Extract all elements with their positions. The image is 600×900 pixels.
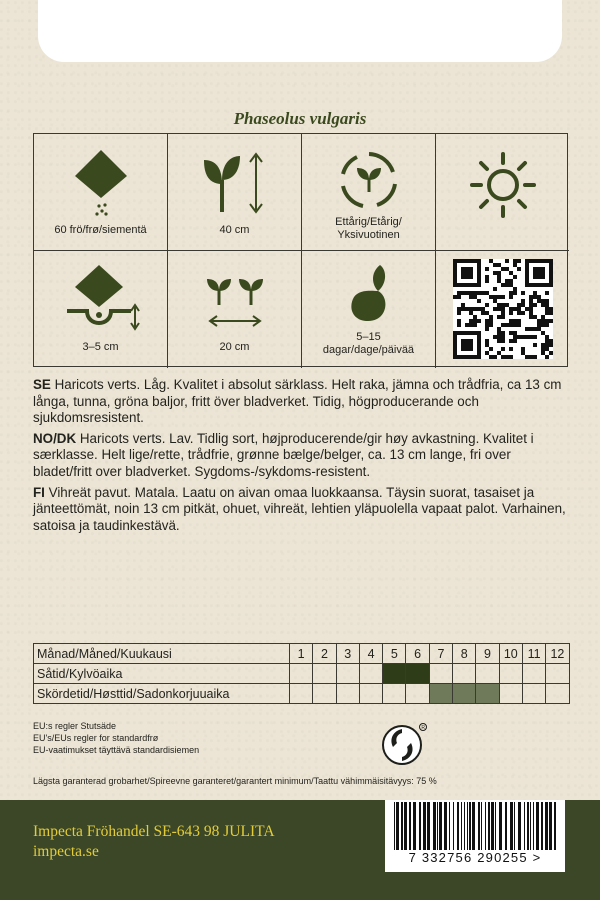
calendar-cell bbox=[336, 684, 359, 704]
cell-seed-count bbox=[34, 134, 168, 251]
calendar-cell bbox=[313, 664, 336, 684]
sowing-depth-icon bbox=[59, 263, 143, 333]
description-nodk bbox=[33, 431, 568, 481]
company-address: Impecta Fröhandel SE-643 98 JULITA bbox=[33, 823, 275, 840]
seed-count-caption: 60 frö/frø/siementä bbox=[54, 224, 147, 236]
description-fi-text: Vihreät pavut. Matala. Laatu on aivan omaa luokkaansa. Täysin suorat, tasaiset ja jänteettömät, noin 13 cm pitkät, ohuet, vihreät, lehtien yläpuolella vapaat palot. Varhainen, satoisa ja taudinkestävä. bbox=[33, 484, 566, 533]
calendar-cell bbox=[499, 664, 522, 684]
calendar-cell bbox=[453, 664, 476, 684]
sowing-month-5 bbox=[383, 664, 406, 684]
plant-spacing-icon bbox=[199, 271, 271, 331]
germination-icon bbox=[344, 261, 394, 325]
company-website[interactable]: impecta.se bbox=[33, 843, 99, 860]
plant-spacing-caption: 20 cm bbox=[219, 341, 250, 353]
lang-code-fi: FI bbox=[33, 484, 45, 500]
calendar-cell bbox=[429, 664, 452, 684]
eu-rule-nodk: EU's/EUs regler for standardfrø bbox=[33, 733, 159, 743]
cell-germination bbox=[302, 251, 436, 368]
cell-annual bbox=[302, 134, 436, 251]
description-se-text: Haricots verts. Låg. Kvalitet i absolut särklass. Helt raka, jämna och trådfria, ca 13 cm långa, tunna, gröna baljor, fritt över bladverket. Tidig, högproducerande och sjukdomsresistent. bbox=[33, 377, 562, 426]
sowing-depth-caption: 3–5 cm bbox=[82, 341, 119, 353]
month-1: 1 bbox=[290, 644, 313, 664]
calendar-cell bbox=[383, 684, 406, 704]
calendar-cell bbox=[522, 684, 545, 704]
plant-height-caption: 40 cm bbox=[219, 224, 250, 236]
info-icon-grid bbox=[33, 133, 568, 367]
calendar-cell bbox=[522, 664, 545, 684]
qr-code-icon[interactable] bbox=[453, 259, 553, 359]
month-10: 10 bbox=[499, 644, 522, 664]
calendar-header-row bbox=[34, 644, 570, 664]
calendar-row-label: Skördetid/Høsttid/Sadonkorjuuaika bbox=[34, 684, 290, 704]
description-nodk-text: Haricots verts. Lav. Tidlig sort, højproducerende/gir høy avkastning. Kvalitet i særklasse. Helt lige/rette, trådfrie, grønne bælge/belger, ca. 13 cm lange, fri over bladet/fritt over bladverket. Sygdoms-/sykdoms-resistent. bbox=[33, 430, 534, 479]
company-info bbox=[33, 822, 275, 862]
calendar-cell bbox=[546, 684, 569, 704]
lang-code-nodk: NO/DK bbox=[33, 430, 77, 446]
month-6: 6 bbox=[406, 644, 429, 664]
calendar-cell bbox=[476, 664, 499, 684]
hanger-tab bbox=[38, 0, 562, 62]
sun-icon bbox=[468, 150, 538, 220]
harvest-month-7 bbox=[429, 684, 452, 704]
calendar-cell bbox=[359, 684, 382, 704]
svg-text:R: R bbox=[421, 725, 426, 731]
cell-plant-height bbox=[168, 134, 302, 251]
month-12: 12 bbox=[546, 644, 569, 664]
description-fi bbox=[33, 485, 568, 535]
barcode-number: 7 332756 290255 > bbox=[385, 850, 565, 865]
green-dot-recycle-icon bbox=[381, 721, 427, 767]
cell-spacing bbox=[168, 251, 302, 368]
month-5: 5 bbox=[383, 644, 406, 664]
seed-packet-icon bbox=[71, 148, 131, 218]
month-2: 2 bbox=[313, 644, 336, 664]
harvest-month-8 bbox=[453, 684, 476, 704]
lang-code-se: SE bbox=[33, 377, 51, 392]
calendar-cell bbox=[359, 664, 382, 684]
month-9: 9 bbox=[476, 644, 499, 664]
description-block bbox=[33, 377, 568, 538]
calendar-cell bbox=[313, 684, 336, 704]
eu-regulations bbox=[33, 720, 199, 756]
month-8: 8 bbox=[453, 644, 476, 664]
month-4: 4 bbox=[359, 644, 382, 664]
sowing-calendar bbox=[33, 643, 570, 704]
calendar-row-label: Såtid/Kylvöaika bbox=[34, 664, 290, 684]
plant-height-icon bbox=[200, 150, 270, 216]
calendar-cell bbox=[406, 684, 429, 704]
germination-guarantee: Lägsta garanterad grobarhet/Spireevne garanteret/garantert minimum/Taattu vähimmäisitävyys: 75 % bbox=[33, 776, 437, 786]
eu-rule-se: EU:s regler Stutsäde bbox=[33, 721, 117, 731]
annual-cycle-icon bbox=[337, 148, 401, 212]
calendar-cell bbox=[499, 684, 522, 704]
description-se bbox=[33, 377, 568, 427]
calendar-row bbox=[34, 684, 570, 704]
species-name: Phaseolus vulgaris bbox=[233, 109, 367, 128]
cell-sowing-depth bbox=[34, 251, 168, 368]
month-11: 11 bbox=[522, 644, 545, 664]
harvest-month-9 bbox=[476, 684, 499, 704]
calendar-cell bbox=[546, 664, 569, 684]
month-7: 7 bbox=[429, 644, 452, 664]
cell-sun bbox=[436, 134, 569, 251]
calendar-cell bbox=[336, 664, 359, 684]
calendar-row bbox=[34, 664, 570, 684]
calendar-cell bbox=[290, 684, 313, 704]
barcode-bars bbox=[390, 802, 560, 850]
cell-qr bbox=[436, 251, 569, 368]
eu-rule-fi: EU-vaatimukset täyttävä standardisiemen bbox=[33, 745, 200, 755]
calendar-cell bbox=[290, 664, 313, 684]
month-3: 3 bbox=[336, 644, 359, 664]
germination-caption: 5–15 dagar/dage/päivää bbox=[322, 331, 415, 356]
annual-caption: Ettårig/Etårig/ Yksivuotinen bbox=[335, 216, 402, 241]
sowing-month-6 bbox=[406, 664, 429, 684]
calendar-header-label: Månad/Måned/Kuukausi bbox=[34, 644, 290, 664]
